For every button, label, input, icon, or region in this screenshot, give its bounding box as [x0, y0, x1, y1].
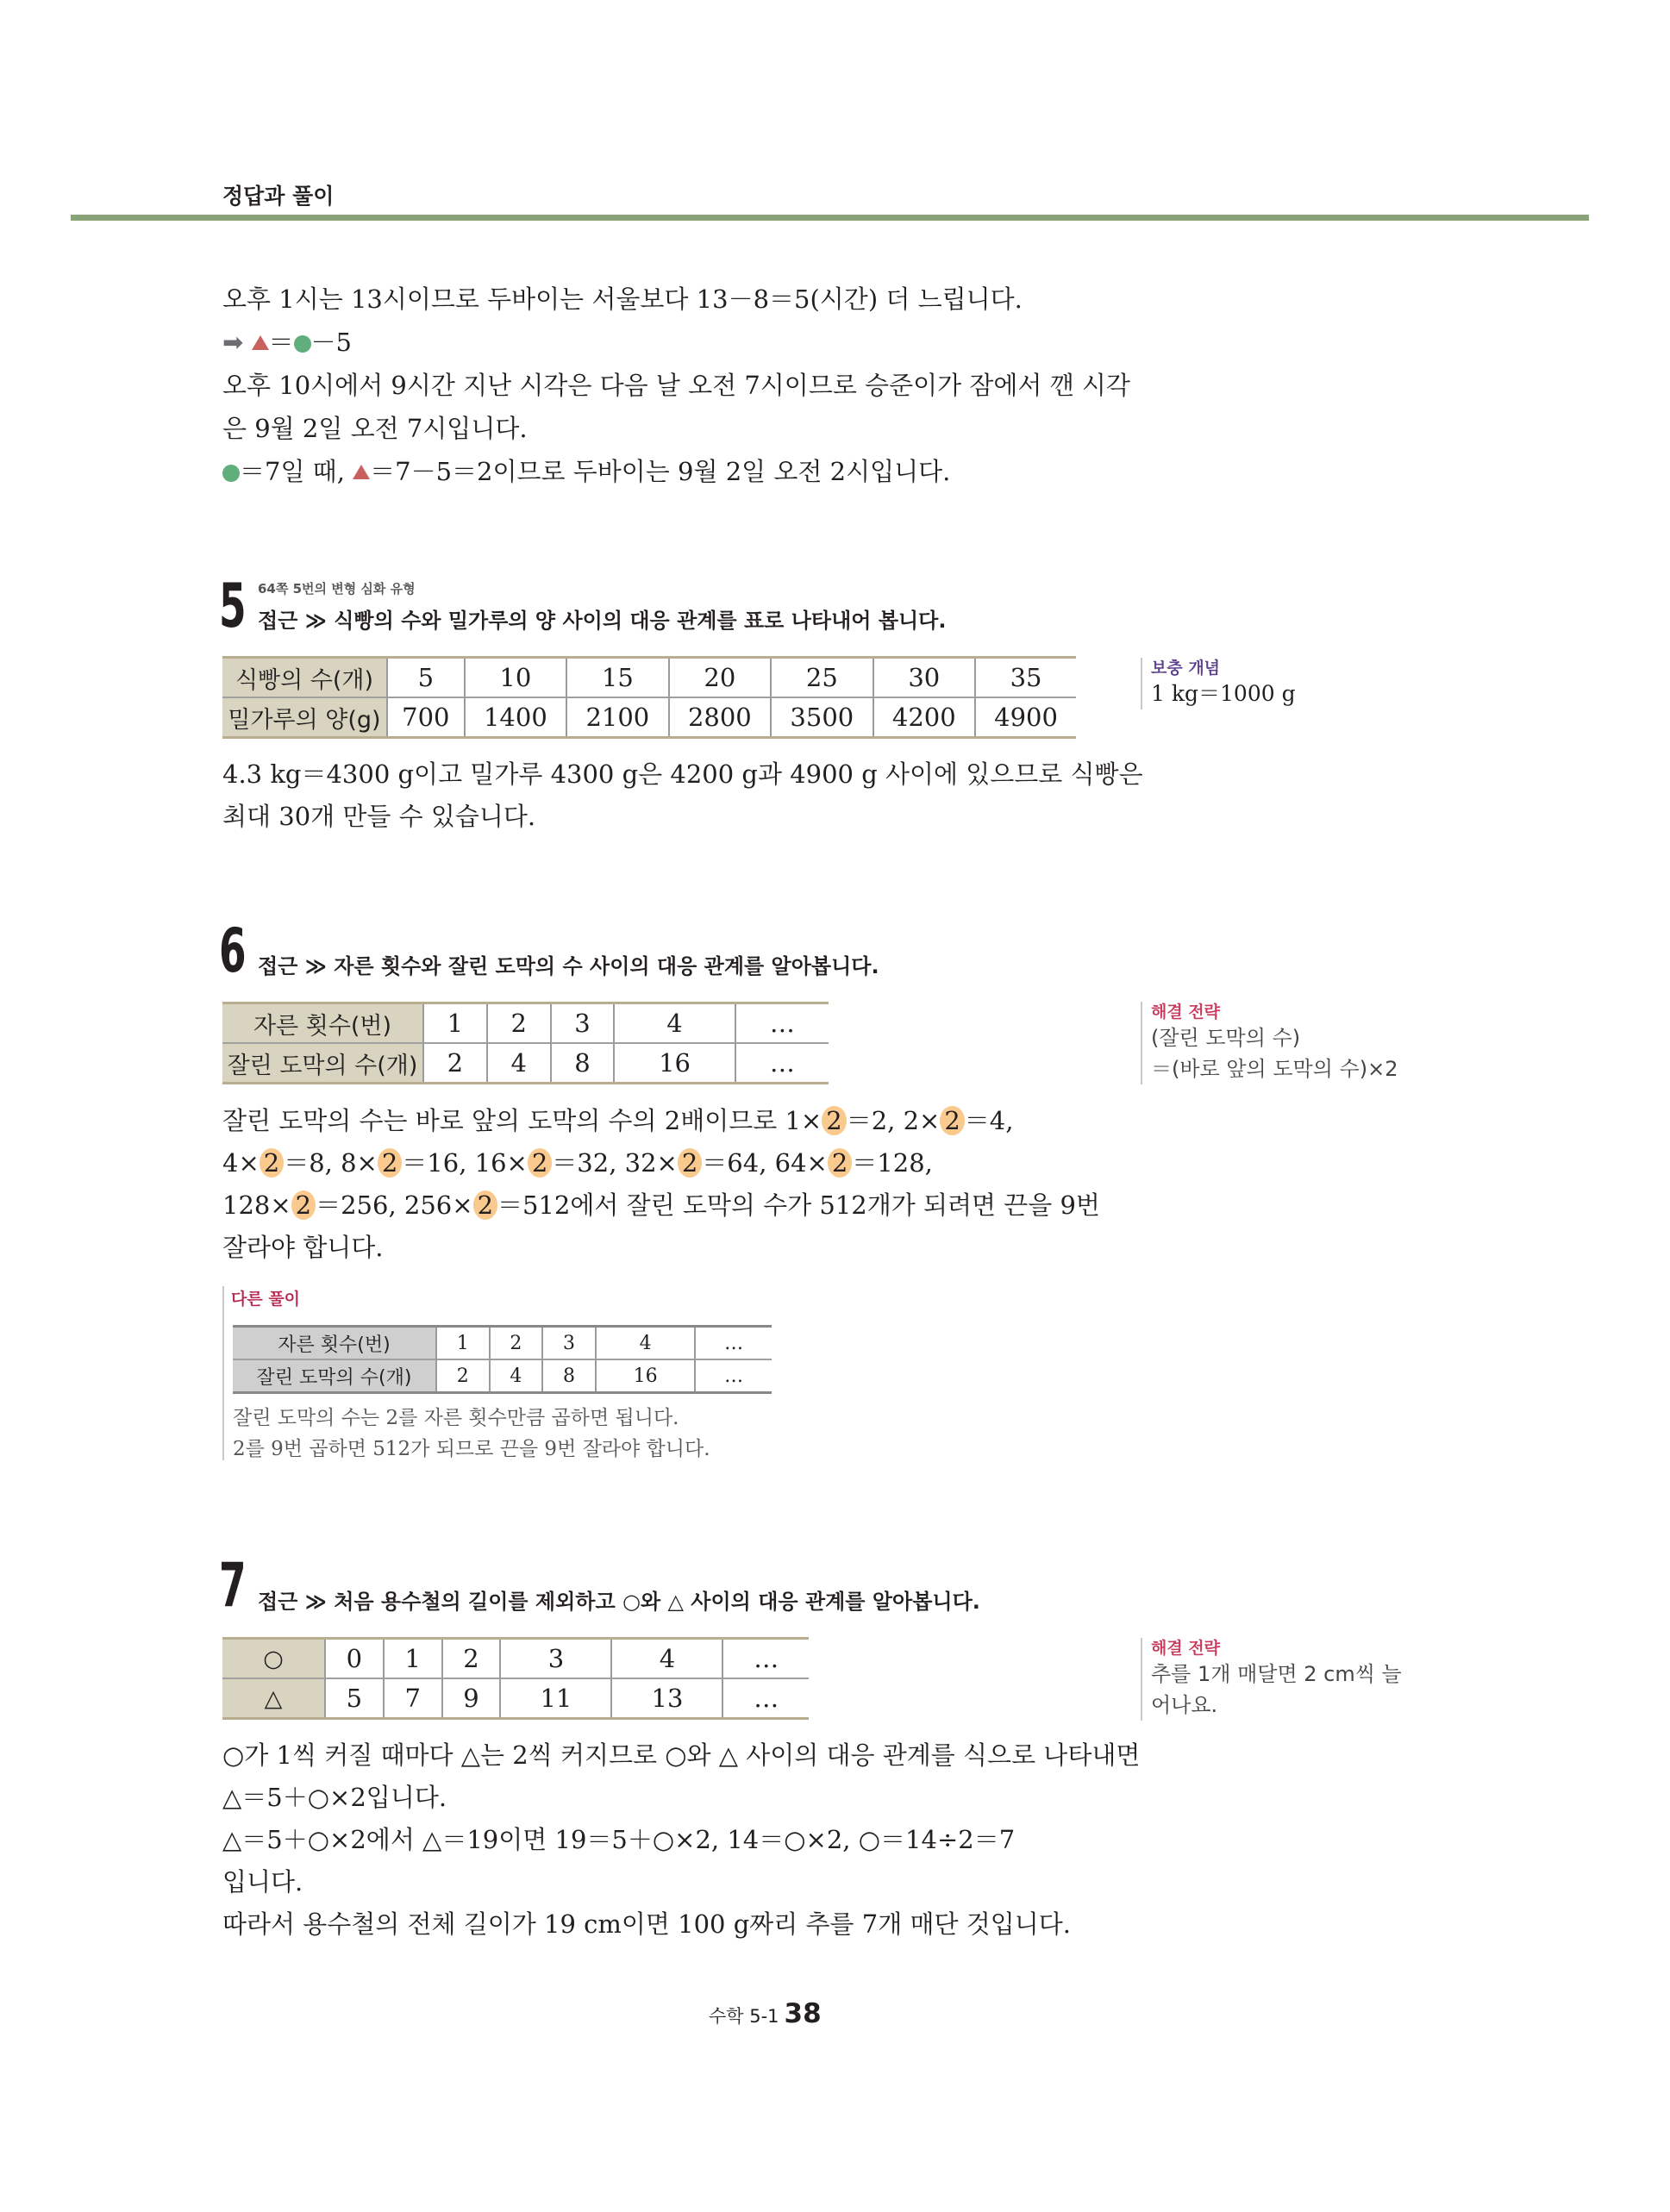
text-segment: ＝64, 64×	[702, 1148, 828, 1178]
arrow-right-icon: ➡	[222, 328, 244, 357]
intro-line-4: 은 9월 2일 오전 7시입니다.	[222, 414, 528, 443]
table-cell: 16	[614, 1043, 735, 1084]
q5-side-note	[1141, 658, 1296, 709]
q5-line-2: 최대 30개 만들 수 있습니다.	[222, 802, 536, 831]
table-row	[222, 697, 1076, 738]
triangle-icon	[252, 335, 269, 350]
highlighted-number: 2	[473, 1190, 497, 1220]
table-cell: 2800	[669, 697, 771, 738]
table-row-label: 자른 횟수(번)	[233, 1327, 436, 1360]
text-segment: ＝2, 2×	[846, 1106, 941, 1135]
table-row	[233, 1327, 772, 1360]
q6-alternative-solution	[222, 1286, 776, 1460]
table-cell: 4	[596, 1327, 696, 1360]
table-row-label: 밀가루의 양(g)	[222, 697, 387, 738]
table-cell: 4	[487, 1043, 551, 1084]
q7-line-2: △＝5＋○×2입니다.	[222, 1783, 447, 1812]
alt-solution-title: 다른 풀이	[231, 1290, 301, 1309]
highlighted-number: 2	[291, 1190, 316, 1220]
q5-table	[222, 656, 1076, 739]
text-segment: ＝16, 16×	[402, 1148, 528, 1178]
text-segment: ＝32, 32×	[552, 1148, 678, 1178]
side-note-title: 해결 전략	[1151, 1003, 1221, 1022]
table-cell: 3	[542, 1327, 596, 1360]
table-cell: 25	[771, 658, 873, 698]
q7-line-1: ○가 1씩 커질 때마다 △는 2씩 커지므로 ○와 △ 사이의 대응 관계를 식으로 나타내면	[222, 1740, 1141, 1770]
q6-line-4: 잘라야 합니다.	[222, 1233, 384, 1262]
question-number-5: 5	[219, 571, 247, 641]
q7-line-4: 입니다.	[222, 1867, 303, 1896]
table-cell: 1	[436, 1327, 490, 1360]
table-cell: 16	[596, 1359, 696, 1393]
table-cell: 8	[551, 1043, 615, 1084]
table-row	[222, 1043, 829, 1084]
table-row	[233, 1359, 772, 1393]
table-row-label: △	[222, 1678, 325, 1719]
table-cell: 1	[423, 1003, 487, 1044]
table-cell: 3	[551, 1003, 615, 1044]
side-note-line: 어나요.	[1151, 1693, 1218, 1717]
table-cell: 11	[500, 1678, 611, 1719]
question-number-6: 6	[219, 915, 247, 986]
table-cell: 15	[566, 658, 668, 698]
highlighted-number: 2	[678, 1148, 702, 1178]
q6-line-2	[222, 1150, 933, 1176]
table-cell: 3500	[771, 697, 873, 738]
table-row-label: ○	[222, 1639, 325, 1679]
minus-five-text: －5	[310, 328, 352, 357]
q7-line-5: 따라서 용수철의 전체 길이가 19 cm이면 100 g짜리 추를 7개 매단 것입니다.	[222, 1909, 1071, 1939]
q5-subtitle: 64쪽 5번의 변형 심화 유형	[258, 581, 416, 597]
table-cell: 8	[542, 1359, 596, 1393]
table-cell: 2	[423, 1043, 487, 1084]
table-cell: 20	[669, 658, 771, 698]
table-cell: 2	[436, 1359, 490, 1393]
table-cell: …	[695, 1359, 772, 1393]
intro-line-3: 오후 10시에서 9시간 지난 시각은 다음 날 오전 7시이므로 승준이가 잠에서 깬 시각	[222, 371, 1130, 400]
text-segment: ＝4,	[964, 1106, 1014, 1135]
triangle-icon	[353, 465, 370, 479]
table-cell: 2	[490, 1327, 543, 1360]
table-row-label: 식빵의 수(개)	[222, 658, 387, 698]
highlighted-number: 2	[378, 1148, 402, 1178]
question-number-7: 7	[219, 1550, 247, 1621]
text-segment: 4×	[222, 1148, 260, 1178]
highlighted-number: 2	[940, 1106, 964, 1135]
q7-title: 접근 ≫ 처음 용수철의 길이를 제외하고 ○와 △ 사이의 대응 관계를 알아봅니다.	[258, 1590, 980, 1614]
q6-line-1	[222, 1108, 1013, 1134]
table-cell: 0	[325, 1639, 384, 1679]
table-row-label: 잘린 도막의 수(개)	[222, 1043, 423, 1084]
table-cell: 13	[611, 1678, 722, 1719]
table-cell: …	[695, 1327, 772, 1360]
page-number: 38	[784, 1998, 822, 2029]
side-note-text: 1 kg＝1000 g	[1151, 681, 1296, 706]
table-cell: 30	[873, 658, 975, 698]
table-cell: 4	[614, 1003, 735, 1044]
intro-line-5	[222, 459, 950, 484]
equals-text: ＝	[268, 328, 294, 357]
table-cell: 3	[500, 1639, 611, 1679]
table-cell: 700	[387, 697, 465, 738]
table-cell: 5	[325, 1678, 384, 1719]
side-note-line: ＝(바로 앞의 도막의 수)×2	[1151, 1057, 1398, 1081]
q6-side-note	[1141, 1002, 1398, 1084]
table-cell: …	[735, 1043, 829, 1084]
circle-icon	[294, 335, 311, 353]
table-row-label: 잘린 도막의 수(개)	[233, 1359, 436, 1393]
text-segment: 잘린 도막의 수는 바로 앞의 도막의 수의 2배이므로 1×	[222, 1106, 822, 1135]
table-cell: 2100	[566, 697, 668, 738]
table-cell: 4	[611, 1639, 722, 1679]
q5-title: 접근 ≫ 식빵의 수와 밀가루의 양 사이의 대응 관계를 표로 나타내어 봅니다.	[258, 609, 947, 633]
text-segment: 128×	[222, 1190, 291, 1220]
side-note-line: 추를 1개 매달면 2 cm씩 늘	[1151, 1662, 1402, 1686]
table-cell: 1	[384, 1639, 442, 1679]
table-cell: 4900	[975, 697, 1076, 738]
intro-line-2	[222, 329, 352, 355]
alt-solution-table	[233, 1325, 772, 1394]
q6-table	[222, 1002, 829, 1084]
alt-solution-line-1: 잘린 도막의 수는 2를 자른 횟수만큼 곱하면 됩니다.	[233, 1407, 679, 1429]
highlighted-number: 2	[528, 1148, 552, 1178]
highlighted-number: 2	[828, 1148, 852, 1178]
table-cell: 2	[487, 1003, 551, 1044]
q7-line-3: △＝5＋○×2에서 △＝19이면 19＝5＋○×2, 14＝○×2, ○＝14÷2＝7	[222, 1825, 1016, 1854]
intro-line-1: 오후 1시는 13시이므로 두바이는 서울보다 13－8＝5(시간) 더 느립니다.	[222, 284, 1023, 314]
table-cell: 9	[442, 1678, 501, 1719]
page-header-title: 정답과 풀이	[222, 184, 335, 209]
text-segment: ＝128,	[852, 1148, 933, 1178]
table-row	[222, 1639, 809, 1679]
footer-label: 수학 5-1	[709, 2006, 779, 2027]
table-cell: 10	[465, 658, 566, 698]
table-cell: 1400	[465, 697, 566, 738]
table-cell: 7	[384, 1678, 442, 1719]
table-cell: …	[735, 1003, 829, 1044]
q7-table	[222, 1637, 809, 1720]
circle-icon	[222, 465, 240, 482]
text-segment: ＝512에서 잘린 도막의 수가 512개가 되려면 끈을 9번	[497, 1190, 1100, 1220]
table-row-label: 자른 횟수(번)	[222, 1003, 423, 1044]
table-row	[222, 1003, 829, 1044]
header-rule	[71, 215, 1589, 221]
alt-solution-line-2: 2를 9번 곱하면 512가 되므로 끈을 9번 잘라야 합니다.	[233, 1438, 710, 1460]
table-cell: …	[722, 1678, 809, 1719]
table-cell: 35	[975, 658, 1076, 698]
table-cell: …	[722, 1639, 809, 1679]
table-cell: 2	[442, 1639, 501, 1679]
side-note-title: 해결 전략	[1151, 1639, 1221, 1658]
highlighted-number: 2	[260, 1148, 284, 1178]
table-cell: 5	[387, 658, 465, 698]
text-segment: ＝256, 256×	[316, 1190, 473, 1220]
q7-side-note	[1141, 1638, 1402, 1721]
intro-line-5-b: ＝7－5＝2이므로 두바이는 9월 2일 오전 2시입니다.	[370, 457, 951, 486]
table-cell: 4200	[873, 697, 975, 738]
table-row	[222, 658, 1076, 698]
q6-title: 접근 ≫ 자른 횟수와 잘린 도막의 수 사이의 대응 관계를 알아봅니다.	[258, 954, 879, 978]
intro-line-5-a: ＝7일 때,	[240, 457, 353, 486]
q6-line-3	[222, 1192, 1100, 1218]
side-note-title: 보충 개념	[1151, 659, 1221, 678]
page-footer	[709, 1998, 822, 2029]
q5-line-1: 4.3 kg＝4300 g이고 밀가루 4300 g은 4200 g과 4900 g 사이에 있으므로 식빵은	[222, 759, 1143, 789]
side-note-line: (잘린 도막의 수)	[1151, 1026, 1301, 1050]
text-segment: ＝8, 8×	[284, 1148, 378, 1178]
highlighted-number: 2	[822, 1106, 846, 1135]
table-cell: 4	[490, 1359, 543, 1393]
table-row	[222, 1678, 809, 1719]
